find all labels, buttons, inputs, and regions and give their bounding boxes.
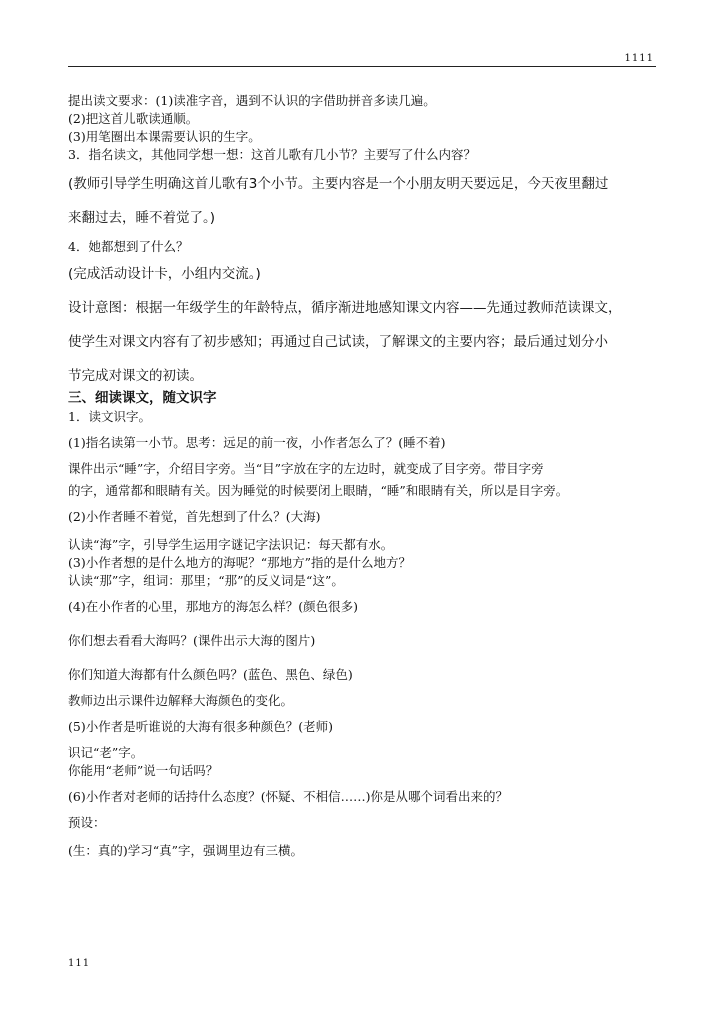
section-heading: 三、细读课文，随文识字	[68, 390, 217, 406]
text-line: (教师引导学生明确这首儿歌有3个小节。主要内容是一个小朋友明天要远足，今天夜里翻过	[68, 176, 609, 192]
text-line: 预设：	[68, 815, 106, 830]
text-line: (5)小作者是听谁说的大海有很多种颜色？(老师)	[68, 719, 333, 734]
text-line: (4)在小作者的心里，那地方的海怎么样？(颜色很多)	[68, 599, 358, 614]
header-divider	[68, 66, 656, 67]
text-line: 使学生对课文内容有了初步感知；再通过自己试读，了解课文的主要内容；最后通过划分小	[68, 334, 608, 350]
text-line: 提出读文要求：(1)读准字音，遇到不认识的字借助拼音多读几遍。	[68, 93, 436, 108]
text-line: (3)小作者想的是什么地方的海呢？“那地方”指的是什么地方？	[68, 555, 411, 570]
document-body	[68, 92, 668, 860]
text-line: (2)小作者睡不着觉，首先想到了什么？(大海)	[68, 509, 321, 524]
text-line: (完成活动设计卡，小组内交流。)	[68, 266, 261, 282]
text-line: 节完成对课文的初读。	[68, 368, 203, 384]
text-line: 认读“那”字，组词：那里；“那”的反义词是“这”。	[68, 573, 344, 588]
text-line: 设计意图：根据一年级学生的年龄特点，循序渐进地感知课文内容——先通过教师范读课文，	[68, 300, 622, 316]
text-line: 的字，通常都和眼睛有关。因为睡觉的时候要闭上眼睛，“睡”和眼睛有关，所以是目字旁。	[68, 483, 569, 498]
text-line: 教师边出示课件边解释大海颜色的变化。	[68, 693, 294, 708]
header-page-number: 1111	[624, 53, 654, 64]
text-line: (2)把这首儿歌读通顺。	[68, 111, 199, 126]
text-line: 4．她都想到了什么？	[68, 239, 189, 254]
text-line: (6)小作者对老师的话持什么态度？(怀疑、不相信……)你是从哪个词看出来的？	[68, 789, 508, 804]
text-line: 识记“老”字。	[68, 745, 144, 760]
text-line: 你能用“老师”说一句话吗？	[68, 763, 219, 778]
text-line: 你们想去看看大海吗？(课件出示大海的图片)	[68, 633, 316, 648]
text-line: 1．读文识字。	[68, 409, 151, 424]
text-line: 课件出示“睡”字，介绍目字旁。当“目”字放在字的左边时，就变成了目字旁。带目字旁	[68, 461, 544, 476]
text-line: (生：真的)学习“真”字，强调里边有三横。	[68, 843, 304, 858]
text-line: (1)指名读第一小节。思考：远足的前一夜，小作者怎么了？(睡不着)	[68, 435, 446, 450]
text-line: (3)用笔圈出本课需要认识的生字。	[68, 129, 261, 144]
text-line: 你们知道大海都有什么颜色吗？(蓝色、黑色、绿色)	[68, 667, 353, 682]
text-line: 认读“海”字，引导学生运用字谜记字法识记：每天都有水。	[68, 537, 394, 552]
footer-page-number: 111	[68, 958, 91, 969]
text-line: 来翻过去，睡不着觉了。)	[68, 210, 216, 226]
text-line: 3．指名读文，其他同学想一想：这首儿歌有几小节？主要写了什么内容？	[68, 147, 476, 162]
